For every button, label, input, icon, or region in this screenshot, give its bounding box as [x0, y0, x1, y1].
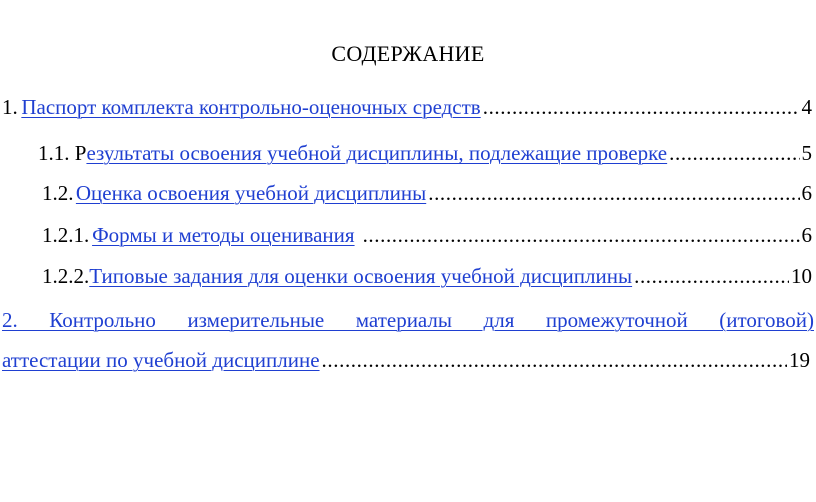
toc-leader-dots [322, 345, 787, 375]
toc-entry-1-2-2 [42, 261, 812, 291]
toc-link-forms-methods[interactable]: Формы и методы оценивания [92, 223, 355, 247]
toc-number: 1.2.1. [42, 223, 90, 247]
toc-page-number: 10 [791, 264, 812, 288]
toc-page-number: 6 [801, 181, 812, 205]
toc-entry-2 [2, 345, 810, 375]
toc-leader-dots [428, 178, 799, 208]
toc-leader-dots [634, 261, 789, 291]
toc-page-number: 19 [789, 348, 810, 372]
toc-number: 1.2.2. [42, 264, 90, 288]
toc-link-results[interactable]: езультаты освоения учебной дисциплины, подлежащие проверке [86, 141, 668, 165]
toc-entry-1-2-1 [42, 220, 812, 250]
toc-entry-1-1 [38, 138, 812, 168]
toc-number: 1. [2, 95, 18, 119]
toc-entry-1 [2, 92, 812, 122]
toc-link-typical-tasks[interactable]: Типовые задания для оценки освоения учебной дисциплины [89, 264, 633, 288]
toc-number: 1.2. [42, 181, 74, 205]
toc-page-number: 5 [801, 141, 812, 165]
toc-link-passport[interactable]: Паспорт комплекта контрольно-оценочных средств [21, 95, 481, 119]
toc-link-control-materials[interactable]: 2. Контрольно измерительные материалы для промежуточной (итоговой) [2, 308, 814, 332]
toc-page-number: 6 [801, 223, 812, 247]
toc-link-control-materials-cont[interactable]: аттестации по учебной дисциплине [2, 348, 320, 372]
page-title: СОДЕРЖАНИЕ [331, 41, 485, 66]
toc-leader-dots [669, 138, 799, 168]
toc-link-assessment[interactable]: Оценка освоения учебной дисциплины [75, 181, 427, 205]
toc-entry-1-2 [42, 178, 812, 208]
toc-page-number: 4 [801, 95, 812, 119]
toc-number: 1.1. Р [38, 141, 87, 165]
toc-leader-dots [363, 220, 800, 250]
toc-leader-dots [483, 92, 800, 122]
